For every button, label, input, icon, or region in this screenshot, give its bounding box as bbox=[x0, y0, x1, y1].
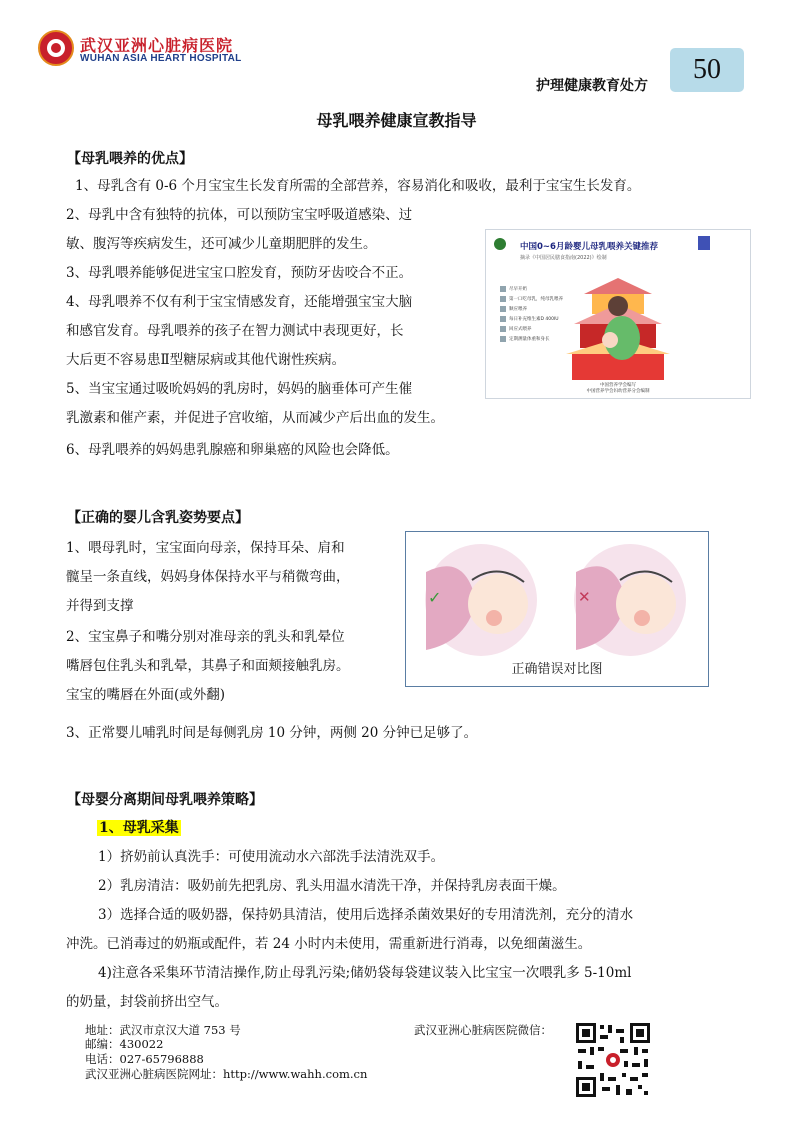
footer-phone: 电话：027-65796888 bbox=[85, 1052, 204, 1066]
poster-subtitle: 摘录《中国居民膳食指南(2022)》绘制 bbox=[520, 255, 607, 261]
hospital-logo bbox=[38, 30, 74, 66]
paragraph-line: 2、母乳中含有独特的抗体，可以预防宝宝呼吸道感染、过 bbox=[66, 207, 413, 223]
latch-image-caption: 正确错误对比图 bbox=[511, 662, 603, 677]
hospital-name-cn: 武汉亚洲心脏病医院 bbox=[80, 36, 234, 55]
paragraph-line: 乳激素和催产素，并促进子宫收缩，从而减少产后出血的发生。 bbox=[66, 410, 444, 426]
paragraph-line: 1、母乳含有 0-6 个月宝宝生长发育所需的全部营养，容易消化和吸收，最利于宝宝生长发育。 bbox=[75, 178, 641, 194]
paragraph-line: 大后更不容易患Ⅱ型糖尿病或其他代谢性疾病。 bbox=[66, 352, 346, 368]
paragraph-line: 的奶量，封袋前挤出空气。 bbox=[66, 994, 228, 1010]
footer-website[interactable]: 武汉亚洲心脏病医院网址：http://www.wahh.com.cn bbox=[85, 1067, 368, 1081]
paragraph-line: 3）选择合适的吸奶器，保持奶具清洁，使用后选择杀菌效果好的专用清洗剂，充分的清水 bbox=[98, 907, 634, 923]
section-heading-latch-posture: 【正确的婴儿含乳姿势要点】 bbox=[67, 510, 249, 526]
footer-wechat-label: 武汉亚洲心脏病医院微信： bbox=[414, 1023, 552, 1037]
correct-check-icon: ✓ bbox=[428, 588, 442, 607]
paragraph-line: 髋呈一条直线，妈妈身体保持水平与稍微弯曲， bbox=[66, 569, 350, 585]
paragraph-line: 并得到支撑 bbox=[66, 598, 134, 614]
paragraph-line: 6、母乳喂养的妈妈患乳腺癌和卵巢癌的风险也会降低。 bbox=[66, 442, 399, 458]
wrong-cross-icon: ✕ bbox=[578, 588, 591, 606]
paragraph-line: 3、正常婴儿哺乳时间是每侧乳房 10 分钟，两侧 20 分钟已足够了。 bbox=[66, 725, 478, 741]
paragraph-line: 1、喂母乳时，宝宝面向母亲，保持耳朵、肩和 bbox=[66, 540, 345, 556]
prescription-number: 50 bbox=[670, 48, 744, 92]
poster-bullets: 尽早开奶 第一口吃母乳，纯母乳喂养 顺应喂养 每日补充维生素D 400IU 回应式喂养 定期测量体重和身长 bbox=[509, 287, 563, 342]
paragraph-line: 2、宝宝鼻子和嘴分别对准母亲的乳头和乳晕位 bbox=[66, 629, 345, 645]
paragraph-line: 嘴唇包住乳头和乳晕，其鼻子和面颊接触乳房。 bbox=[66, 658, 350, 674]
wechat-qr-code bbox=[574, 1021, 652, 1099]
paragraph-line: 3、母乳喂养能够促进宝宝口腔发育，预防牙齿咬合不正。 bbox=[66, 265, 413, 281]
paragraph-line: 1）挤奶前认真洗手：可使用流动水六部洗手法清洗双手。 bbox=[98, 849, 445, 865]
paragraph-line: 2）乳房清洁：吸奶前先把乳房、乳头用温水清洗干净，并保持乳房表面干燥。 bbox=[98, 878, 566, 894]
hospital-name-en: WUHAN ASIA HEART HOSPITAL bbox=[80, 53, 242, 64]
poster-title: 中国0~6月龄婴儿母乳喂养关键推荐 bbox=[520, 242, 658, 252]
paragraph-line: 冲洗。已消毒过的奶瓶或配件，若 24 小时内未使用，需重新进行消毒，以免细菌滋生。 bbox=[66, 936, 592, 952]
paragraph-line: 宝宝的嘴唇在外面(或外翻) bbox=[66, 687, 226, 703]
page-title: 母乳喂养健康宣教指导 bbox=[316, 111, 477, 130]
paragraph-line: 4、母乳喂养不仅有利于宝宝情感发育，还能增强宝宝大脑 bbox=[66, 294, 413, 310]
paragraph-line: 敏、腹泻等疾病发生，还可减少儿童期肥胖的发生。 bbox=[66, 236, 377, 252]
breastfeeding-poster-image bbox=[485, 229, 751, 399]
paragraph-line: 5、当宝宝通过吸吮妈妈的乳房时，妈妈的脑垂体可产生催 bbox=[66, 381, 413, 397]
section-heading-advantages: 【母乳喂养的优点】 bbox=[67, 151, 193, 167]
paragraph-line: 和感官发育。母乳喂养的孩子在智力测试中表现更好，长 bbox=[66, 323, 404, 339]
footer-address: 地址：武汉市京汉大道 753 号 bbox=[85, 1023, 241, 1037]
section-heading-separation-strategy: 【母婴分离期间母乳喂养策略】 bbox=[67, 792, 263, 808]
footer-postcode: 邮编：430022 bbox=[85, 1037, 164, 1051]
paragraph-line: 4)注意各采集环节清洁操作,防止母乳污染;储奶袋每袋建议装入比宝宝一次喂乳多 5-10ml bbox=[98, 965, 632, 981]
prescription-label: 护理健康教育处方 bbox=[536, 78, 648, 94]
poster-credits: 中国营养学会编写 中国营养学会妇幼营养分会编制 bbox=[586, 383, 650, 394]
latch-comparison-image bbox=[405, 531, 709, 687]
sub-heading-milk-collection: 1、母乳采集 bbox=[99, 820, 179, 836]
